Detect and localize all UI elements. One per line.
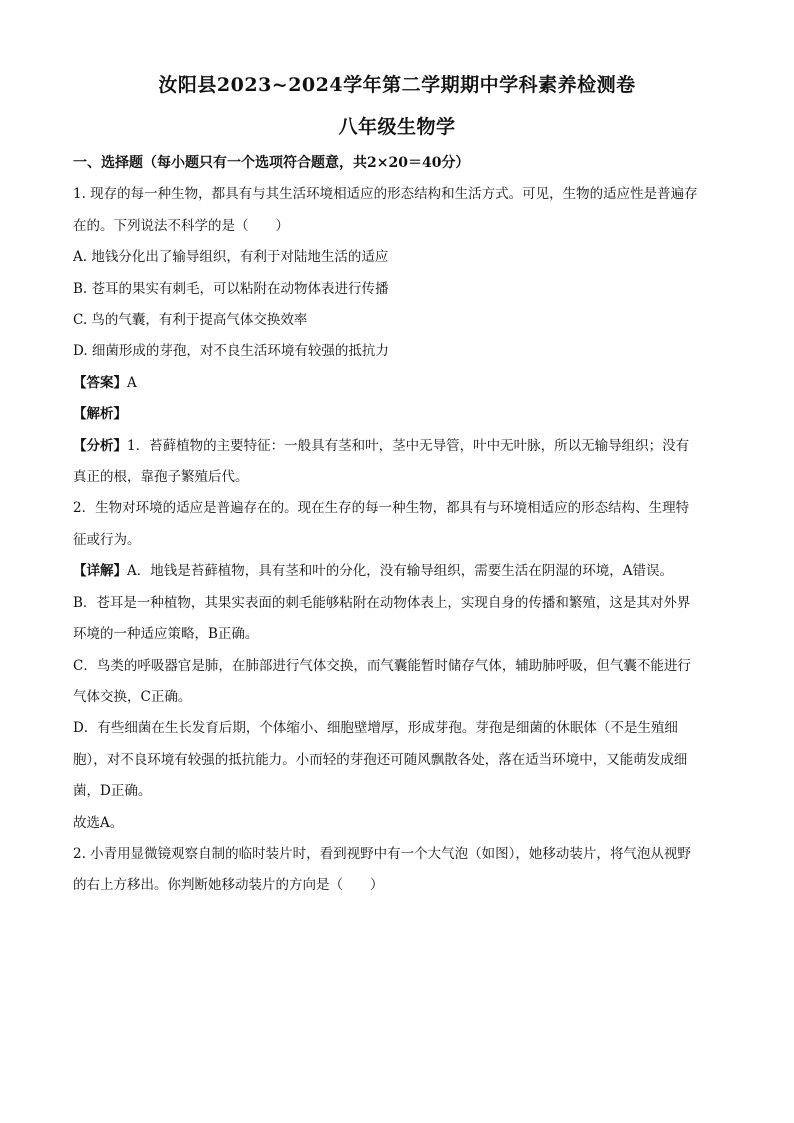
exam-content (73, 148, 723, 902)
q1-option-c: C. 鸟的气囊，有利于提高气体交换效率 (73, 312, 308, 329)
q2-stem-line2: 的右上方移出。你判断她移动装片的方向是（ ） (73, 877, 384, 894)
conclusion: 故选A。 (73, 814, 124, 831)
xiangjie-line1 (73, 556, 723, 587)
section-heading: 一、选择题（每小题只有一个选项符合题意，共2×20＝40分） (73, 155, 470, 171)
fenxi-tag: 【分析】 (73, 437, 127, 454)
xiangjie-text: A．地钱是苔藓植物，具有茎和叶的分化，没有输导组织，需要生活在阴湿的环境，A错误。 (127, 563, 673, 580)
q1-option-a: A. 地钱分化出了输导组织，有利于对陆地生活的适应 (73, 249, 389, 266)
q1-stem-line1: 1. 现存的每一种生物，都具有与其生活环境相适应的形态结构和生活方式。可见，生物的适应性是普遍存 (73, 186, 698, 203)
analysis-tag: 【解析】 (73, 406, 127, 423)
q2-stem-line1: 2. 小青用显微镜观察自制的临时装片时，看到视野中有一个大气泡（如图），她移动装片，将气泡从视野 (73, 845, 691, 862)
fenxi-line1 (73, 431, 723, 462)
q1-answer (73, 368, 723, 399)
xiangjie-tag: 【详解】 (73, 563, 127, 580)
fenxi-line2: 真正的根，靠孢子繁殖后代。 (73, 469, 249, 486)
exam-subtitle: 八年级生物学 (338, 116, 456, 138)
answer-tag: 【答案】 (73, 374, 127, 391)
q1-stem-line2: 在的。下列说法不科学的是（ ） (73, 217, 289, 234)
xiangjie-line4: C．鸟类的呼吸器官是肺，在肺部进行气体交换，而气囊能暂时储存气体，辅助肺呼吸，但气囊不能进行 (73, 657, 691, 674)
q1-option-d: D. 细菌形成的芽孢，对不良生活环境有较强的抵抗力 (73, 343, 389, 360)
fenxi-line3: 2．生物对环境的适应是普遍存在的。现在生存的每一种生物，都具有与环境相适应的形态结构、生理特 (73, 500, 690, 517)
fenxi-line4: 征或行为。 (73, 531, 141, 548)
xiangjie-line6: D．有些细菌在生长发育后期，个体缩小、细胞壁增厚，形成芽孢。芽孢是细菌的休眠体（不是生殖细 (73, 720, 678, 737)
xiangjie-line2: B．苍耳是一种植物，其果实表面的刺毛能够粘附在动物体表上，实现自身的传播和繁殖，这是其对外界 (73, 594, 691, 611)
answer-value: A (127, 374, 137, 391)
xiangjie-line3: 环境的一种适应策略，B正确。 (73, 626, 259, 643)
q1-option-b: B. 苍耳的果实有刺毛，可以粘附在动物体表进行传播 (73, 280, 389, 297)
xiangjie-line5: 气体交换，C正确。 (73, 688, 192, 705)
xiangjie-line7: 胞），对不良环境有较强的抵抗能力。小而轻的芽孢还可随风飘散各处，落在适当环境中，又能萌发成细 (73, 751, 688, 768)
xiangjie-line8: 菌，D正确。 (73, 783, 152, 800)
fenxi-text: 1．苔藓植物的主要特征：一般具有茎和叶，茎中无导管，叶中无叶脉，所以无输导组织；没有 (127, 437, 690, 454)
exam-title: 汝阳县2023~2024学年第二学期期中学科素养检测卷 (158, 74, 636, 96)
